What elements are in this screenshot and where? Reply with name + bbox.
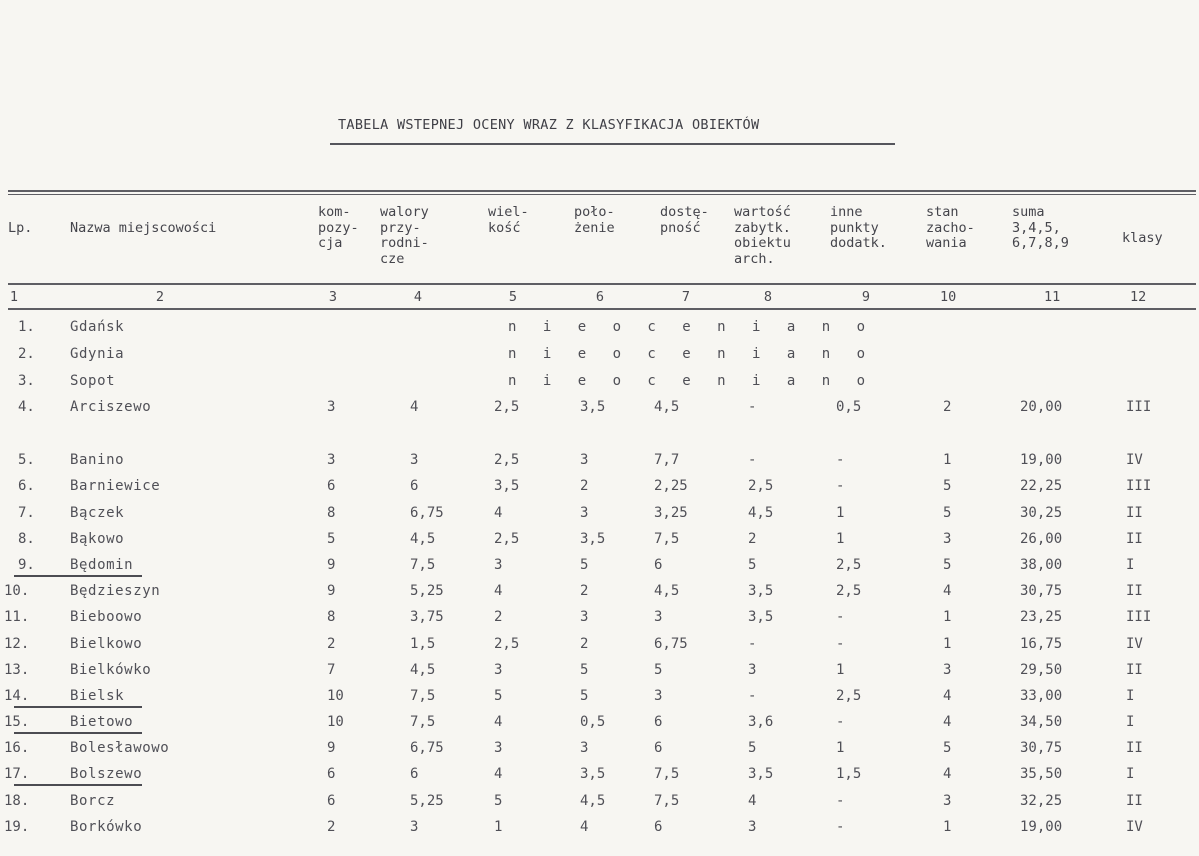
cell-c6: 3 bbox=[580, 740, 589, 756]
header-wielkosc: wiel- kość bbox=[488, 204, 529, 236]
cell-c8: 3 bbox=[748, 662, 757, 678]
cell-c5: 2 bbox=[494, 609, 503, 625]
cell-c5: 3 bbox=[494, 662, 503, 678]
cell-c12: II bbox=[1126, 531, 1143, 547]
cell-c10: 5 bbox=[943, 478, 952, 494]
cell-c7: 6 bbox=[654, 714, 663, 730]
header-dostepnosc: dostę- pność bbox=[660, 204, 709, 236]
place-name: Bieboowo bbox=[70, 609, 143, 625]
table-title: TABELA WSTEPNEJ OCENY WRAZ Z KLASYFIKACJA OBIEKTÓW bbox=[338, 117, 760, 133]
cell-c7: 6,75 bbox=[654, 636, 688, 652]
cell-c11: 32,25 bbox=[1020, 793, 1063, 809]
cell-c11: 22,25 bbox=[1020, 478, 1063, 494]
header-walory: walory przy- rodni- cze bbox=[380, 204, 429, 267]
row-number: 11. bbox=[4, 609, 30, 625]
not-rated-note: n i e o c e n i a n o bbox=[508, 373, 875, 389]
cell-c3: 9 bbox=[327, 740, 336, 756]
cell-c6: 3,5 bbox=[580, 531, 606, 547]
row-number: 6. bbox=[18, 478, 35, 494]
cell-c12: I bbox=[1126, 766, 1135, 782]
name-underline bbox=[14, 575, 142, 577]
place-name: Bolszewo bbox=[70, 766, 143, 782]
cell-c11: 29,50 bbox=[1020, 662, 1063, 678]
cell-c8: 5 bbox=[748, 557, 757, 573]
cell-c3: 6 bbox=[327, 766, 336, 782]
cell-c9: 0,5 bbox=[836, 399, 862, 415]
not-rated-note: n i e o c e n i a n o bbox=[508, 319, 875, 335]
column-number: 12 bbox=[1130, 289, 1147, 305]
cell-c11: 30,25 bbox=[1020, 505, 1063, 521]
cell-c6: 5 bbox=[580, 688, 589, 704]
cell-c4: 6 bbox=[410, 478, 419, 494]
cell-c5: 5 bbox=[494, 688, 503, 704]
cell-c5: 4 bbox=[494, 583, 503, 599]
cell-c3: 7 bbox=[327, 662, 336, 678]
cell-c4: 5,25 bbox=[410, 793, 444, 809]
cell-c12: II bbox=[1126, 793, 1143, 809]
cell-c6: 0,5 bbox=[580, 714, 606, 730]
cell-c11: 19,00 bbox=[1020, 452, 1063, 468]
column-number: 2 bbox=[155, 289, 165, 305]
place-name: Bączek bbox=[70, 505, 125, 521]
cell-c8: 3,6 bbox=[748, 714, 774, 730]
place-name: Borkówko bbox=[70, 819, 143, 835]
header-bottom-rule bbox=[8, 283, 1196, 285]
cell-c9: 2,5 bbox=[836, 557, 862, 573]
cell-c4: 1,5 bbox=[410, 636, 436, 652]
cell-c5: 2,5 bbox=[494, 399, 520, 415]
row-number: 5. bbox=[18, 452, 35, 468]
cell-c4: 7,5 bbox=[410, 557, 436, 573]
cell-c12: II bbox=[1126, 505, 1143, 521]
cell-c10: 5 bbox=[943, 557, 952, 573]
cell-c7: 7,5 bbox=[654, 793, 680, 809]
cell-c7: 4,5 bbox=[654, 399, 680, 415]
cell-c5: 2,5 bbox=[494, 452, 520, 468]
row-number: 18. bbox=[4, 793, 30, 809]
place-name: Gdynia bbox=[70, 346, 125, 362]
cell-c5: 1 bbox=[494, 819, 503, 835]
cell-c4: 4,5 bbox=[410, 662, 436, 678]
cell-c10: 4 bbox=[943, 583, 952, 599]
place-name: Bąkowo bbox=[70, 531, 125, 547]
header-polozenie: poło- żenie bbox=[574, 204, 615, 236]
cell-c9: 1 bbox=[836, 662, 845, 678]
cell-c8: 3 bbox=[748, 819, 757, 835]
cell-c10: 3 bbox=[943, 793, 952, 809]
cell-c5: 3 bbox=[494, 740, 503, 756]
cell-c12: II bbox=[1126, 583, 1143, 599]
cell-c12: III bbox=[1126, 478, 1152, 494]
cell-c9: - bbox=[836, 636, 845, 652]
cell-c8: 2,5 bbox=[748, 478, 774, 494]
cell-c11: 26,00 bbox=[1020, 531, 1063, 547]
cell-c7: 5 bbox=[654, 662, 663, 678]
column-number: 8 bbox=[763, 289, 773, 305]
cell-c10: 4 bbox=[943, 688, 952, 704]
place-name: Bielsk bbox=[70, 688, 125, 704]
row-number: 14. bbox=[4, 688, 30, 704]
cell-c4: 3,75 bbox=[410, 609, 444, 625]
cell-c10: 2 bbox=[943, 399, 952, 415]
cell-c4: 6 bbox=[410, 766, 419, 782]
cell-c5: 3 bbox=[494, 557, 503, 573]
cell-c3: 8 bbox=[327, 609, 336, 625]
column-number: 6 bbox=[595, 289, 605, 305]
place-name: Bietowo bbox=[70, 714, 134, 730]
cell-c5: 4 bbox=[494, 766, 503, 782]
header-wartosc: wartość zabytk. obiektu arch. bbox=[734, 204, 791, 267]
place-name: Sopot bbox=[70, 373, 116, 389]
column-number-rule bbox=[8, 308, 1196, 310]
cell-c7: 6 bbox=[654, 819, 663, 835]
row-number: 16. bbox=[4, 740, 30, 756]
cell-c11: 30,75 bbox=[1020, 583, 1063, 599]
cell-c10: 1 bbox=[943, 609, 952, 625]
cell-c9: - bbox=[836, 609, 845, 625]
column-number: 1 bbox=[9, 289, 19, 305]
cell-c12: IV bbox=[1126, 819, 1143, 835]
cell-c11: 34,50 bbox=[1020, 714, 1063, 730]
place-name: Będzieszyn bbox=[70, 583, 161, 599]
cell-c6: 3 bbox=[580, 609, 589, 625]
cell-c8: 3,5 bbox=[748, 766, 774, 782]
cell-c8: 4 bbox=[748, 793, 757, 809]
place-name: Będomin bbox=[70, 557, 134, 573]
cell-c8: - bbox=[748, 452, 757, 468]
cell-c6: 5 bbox=[580, 662, 589, 678]
row-number: 3. bbox=[18, 373, 35, 389]
header-top-rule-2 bbox=[8, 194, 1196, 195]
name-underline bbox=[14, 706, 142, 708]
name-underline bbox=[14, 784, 142, 786]
row-number: 4. bbox=[18, 399, 35, 415]
cell-c3: 2 bbox=[327, 636, 336, 652]
cell-c9: 1 bbox=[836, 505, 845, 521]
place-name: Bielkówko bbox=[70, 662, 152, 678]
column-number: 7 bbox=[681, 289, 691, 305]
row-number: 2. bbox=[18, 346, 35, 362]
cell-c10: 3 bbox=[943, 531, 952, 547]
place-name: Arciszewo bbox=[70, 399, 152, 415]
cell-c12: I bbox=[1126, 714, 1135, 730]
row-number: 17. bbox=[4, 766, 30, 782]
header-inne-punkty: inne punkty dodatk. bbox=[830, 204, 887, 251]
cell-c11: 30,75 bbox=[1020, 740, 1063, 756]
place-name: Bielkowo bbox=[70, 636, 143, 652]
cell-c8: 3,5 bbox=[748, 609, 774, 625]
row-number: 15. bbox=[4, 714, 30, 730]
cell-c5: 4 bbox=[494, 714, 503, 730]
row-number: 8. bbox=[18, 531, 35, 547]
cell-c7: 3 bbox=[654, 688, 663, 704]
place-name: Borcz bbox=[70, 793, 116, 809]
row-number: 7. bbox=[18, 505, 35, 521]
cell-c11: 16,75 bbox=[1020, 636, 1063, 652]
cell-c10: 4 bbox=[943, 714, 952, 730]
row-number: 9. bbox=[18, 557, 35, 573]
header-klasy: klasy bbox=[1122, 230, 1163, 246]
cell-c11: 19,00 bbox=[1020, 819, 1063, 835]
cell-c8: - bbox=[748, 399, 757, 415]
row-number: 19. bbox=[4, 819, 30, 835]
row-number: 12. bbox=[4, 636, 30, 652]
column-number: 9 bbox=[861, 289, 871, 305]
column-number: 4 bbox=[413, 289, 423, 305]
cell-c3: 2 bbox=[327, 819, 336, 835]
cell-c10: 5 bbox=[943, 505, 952, 521]
cell-c5: 2,5 bbox=[494, 531, 520, 547]
row-number: 13. bbox=[4, 662, 30, 678]
cell-c6: 3,5 bbox=[580, 766, 606, 782]
cell-c3: 5 bbox=[327, 531, 336, 547]
header-kompozycja: kom- pozy- cja bbox=[318, 204, 359, 251]
row-number: 10. bbox=[4, 583, 30, 599]
cell-c6: 2 bbox=[580, 478, 589, 494]
cell-c8: 5 bbox=[748, 740, 757, 756]
cell-c9: - bbox=[836, 793, 845, 809]
column-number: 3 bbox=[328, 289, 338, 305]
cell-c11: 38,00 bbox=[1020, 557, 1063, 573]
cell-c4: 4,5 bbox=[410, 531, 436, 547]
place-name: Gdańsk bbox=[70, 319, 125, 335]
cell-c12: IV bbox=[1126, 452, 1143, 468]
cell-c3: 9 bbox=[327, 557, 336, 573]
cell-c4: 3 bbox=[410, 819, 419, 835]
cell-c6: 3 bbox=[580, 505, 589, 521]
cell-c4: 6,75 bbox=[410, 505, 444, 521]
name-underline bbox=[14, 732, 142, 734]
cell-c9: - bbox=[836, 452, 845, 468]
cell-c8: - bbox=[748, 688, 757, 704]
cell-c10: 1 bbox=[943, 452, 952, 468]
cell-c5: 3,5 bbox=[494, 478, 520, 494]
cell-c5: 2,5 bbox=[494, 636, 520, 652]
cell-c9: - bbox=[836, 714, 845, 730]
cell-c7: 6 bbox=[654, 557, 663, 573]
cell-c11: 33,00 bbox=[1020, 688, 1063, 704]
cell-c5: 5 bbox=[494, 793, 503, 809]
cell-c8: 4,5 bbox=[748, 505, 774, 521]
header-name: Nazwa miejscowości bbox=[70, 220, 217, 236]
cell-c4: 7,5 bbox=[410, 714, 436, 730]
cell-c7: 7,5 bbox=[654, 531, 680, 547]
cell-c7: 7,7 bbox=[654, 452, 680, 468]
cell-c7: 7,5 bbox=[654, 766, 680, 782]
column-number: 5 bbox=[508, 289, 518, 305]
title-underline bbox=[330, 143, 895, 145]
place-name: Banino bbox=[70, 452, 125, 468]
cell-c4: 7,5 bbox=[410, 688, 436, 704]
cell-c11: 35,50 bbox=[1020, 766, 1063, 782]
cell-c6: 5 bbox=[580, 557, 589, 573]
cell-c6: 2 bbox=[580, 636, 589, 652]
cell-c3: 6 bbox=[327, 478, 336, 494]
header-suma: suma 3,4,5, 6,7,8,9 bbox=[1012, 204, 1069, 251]
cell-c12: II bbox=[1126, 662, 1143, 678]
cell-c4: 4 bbox=[410, 399, 419, 415]
cell-c8: 3,5 bbox=[748, 583, 774, 599]
cell-c6: 4,5 bbox=[580, 793, 606, 809]
cell-c3: 3 bbox=[327, 452, 336, 468]
cell-c10: 1 bbox=[943, 819, 952, 835]
place-name: Bolesławowo bbox=[70, 740, 170, 756]
column-number: 10 bbox=[940, 289, 957, 305]
cell-c5: 4 bbox=[494, 505, 503, 521]
cell-c3: 6 bbox=[327, 793, 336, 809]
cell-c12: I bbox=[1126, 557, 1135, 573]
not-rated-note: n i e o c e n i a n o bbox=[508, 346, 875, 362]
column-number: 11 bbox=[1044, 289, 1061, 305]
cell-c6: 2 bbox=[580, 583, 589, 599]
cell-c9: 2,5 bbox=[836, 583, 862, 599]
cell-c12: III bbox=[1126, 399, 1152, 415]
cell-c4: 5,25 bbox=[410, 583, 444, 599]
cell-c11: 20,00 bbox=[1020, 399, 1063, 415]
cell-c9: 2,5 bbox=[836, 688, 862, 704]
cell-c7: 3 bbox=[654, 609, 663, 625]
cell-c3: 8 bbox=[327, 505, 336, 521]
cell-c9: 1,5 bbox=[836, 766, 862, 782]
cell-c7: 3,25 bbox=[654, 505, 688, 521]
cell-c3: 3 bbox=[327, 399, 336, 415]
cell-c10: 5 bbox=[943, 740, 952, 756]
header-top-rule bbox=[8, 190, 1196, 192]
cell-c6: 3 bbox=[580, 452, 589, 468]
cell-c3: 10 bbox=[327, 714, 344, 730]
cell-c7: 2,25 bbox=[654, 478, 688, 494]
cell-c9: 1 bbox=[836, 740, 845, 756]
cell-c8: 2 bbox=[748, 531, 757, 547]
cell-c12: III bbox=[1126, 609, 1152, 625]
cell-c10: 4 bbox=[943, 766, 952, 782]
cell-c7: 4,5 bbox=[654, 583, 680, 599]
cell-c6: 4 bbox=[580, 819, 589, 835]
cell-c10: 1 bbox=[943, 636, 952, 652]
place-name: Barniewice bbox=[70, 478, 161, 494]
cell-c6: 3,5 bbox=[580, 399, 606, 415]
cell-c12: II bbox=[1126, 740, 1143, 756]
cell-c3: 9 bbox=[327, 583, 336, 599]
cell-c4: 6,75 bbox=[410, 740, 444, 756]
cell-c9: 1 bbox=[836, 531, 845, 547]
row-number: 1. bbox=[18, 319, 35, 335]
cell-c7: 6 bbox=[654, 740, 663, 756]
cell-c9: - bbox=[836, 478, 845, 494]
header-lp: Lp. bbox=[8, 220, 33, 236]
cell-c9: - bbox=[836, 819, 845, 835]
cell-c10: 3 bbox=[943, 662, 952, 678]
cell-c3: 10 bbox=[327, 688, 344, 704]
cell-c12: I bbox=[1126, 688, 1135, 704]
cell-c4: 3 bbox=[410, 452, 419, 468]
cell-c8: - bbox=[748, 636, 757, 652]
cell-c12: IV bbox=[1126, 636, 1143, 652]
cell-c11: 23,25 bbox=[1020, 609, 1063, 625]
header-stan: stan zacho- wania bbox=[926, 204, 975, 251]
